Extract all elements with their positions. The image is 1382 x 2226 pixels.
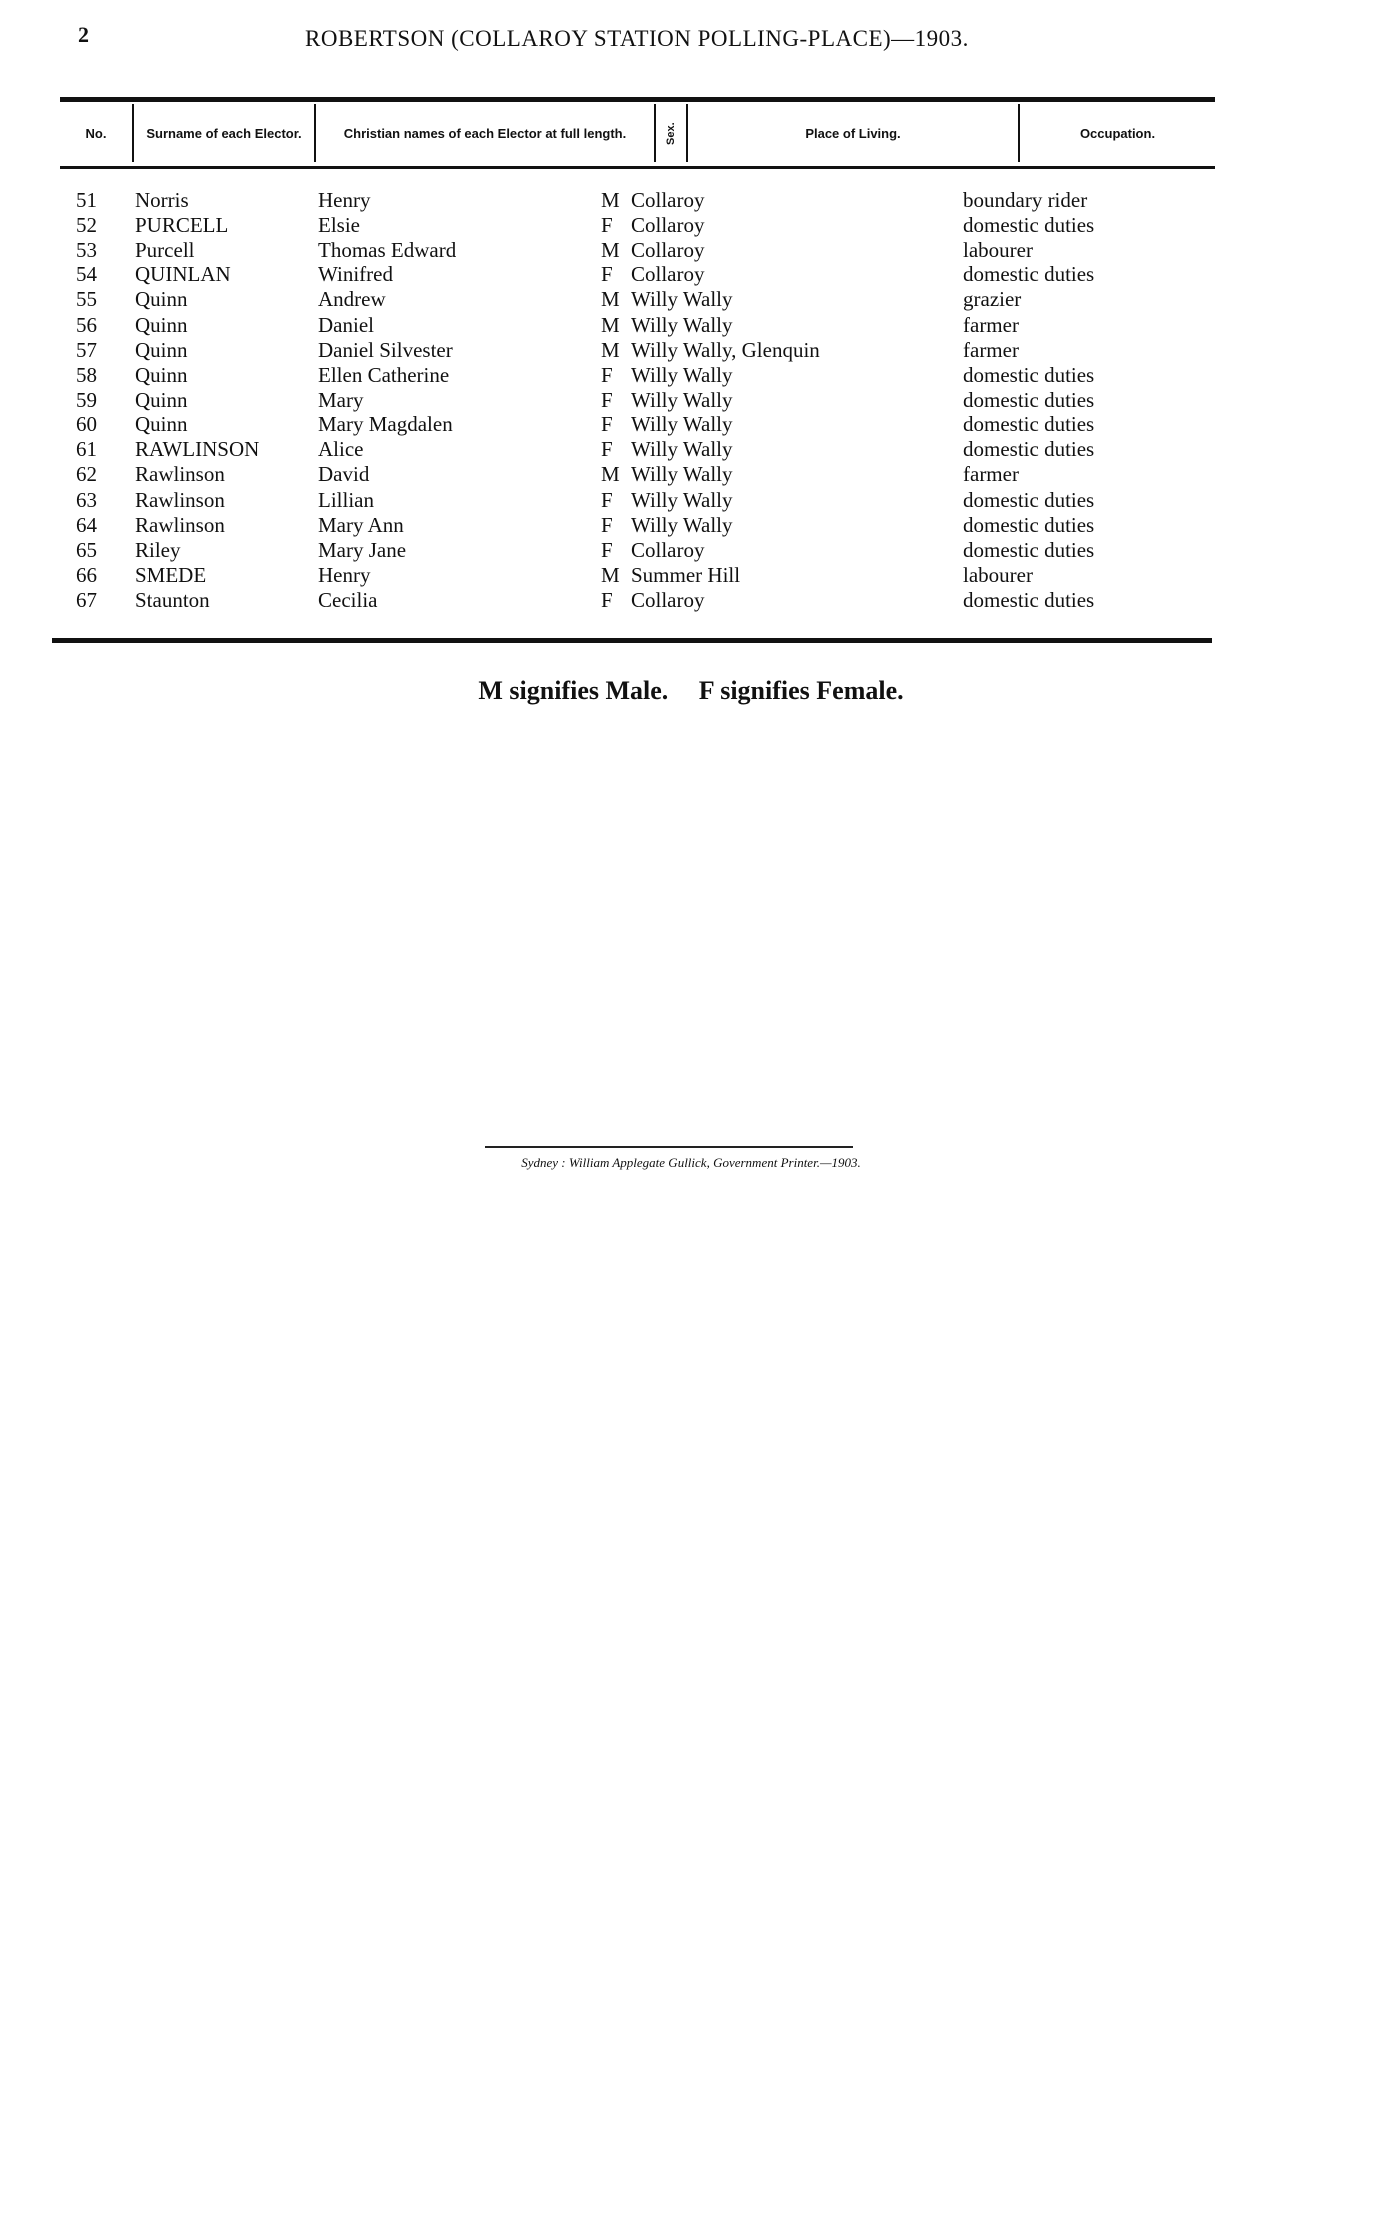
elector-occupation: domestic duties xyxy=(963,487,1095,512)
table-row xyxy=(0,488,1382,513)
elector-occupation: domestic duties xyxy=(963,512,1095,537)
elector-sex: F xyxy=(601,487,613,512)
elector-place-of-living: Collaroy xyxy=(631,262,705,287)
elector-sex: M xyxy=(601,312,620,337)
header-sex: Sex. xyxy=(665,122,677,146)
elector-occupation: domestic duties xyxy=(963,538,1095,562)
elector-surname: Riley xyxy=(135,538,181,562)
elector-christian-names: Elsie xyxy=(318,213,360,238)
elector-surname: Rawlinson xyxy=(135,512,225,537)
elector-surname: Quinn xyxy=(135,312,188,337)
header-surname: Surname of each Elector. xyxy=(146,126,302,141)
elector-number: 53 xyxy=(76,238,97,263)
elector-place-of-living: Collaroy xyxy=(631,213,705,238)
elector-number: 59 xyxy=(76,388,97,413)
elector-occupation: labourer xyxy=(963,563,1033,588)
elector-number: 62 xyxy=(76,462,97,487)
elector-christian-names: Thomas Edward xyxy=(318,238,457,263)
legend-female: F signifies Female. xyxy=(698,676,904,705)
table-row xyxy=(0,338,1382,363)
elector-number: 56 xyxy=(76,312,97,337)
elector-sex: F xyxy=(601,588,613,613)
elector-sex: M xyxy=(601,563,620,588)
elector-surname: SMEDE xyxy=(135,563,207,588)
elector-occupation: grazier xyxy=(963,287,1022,312)
table-row xyxy=(0,437,1382,462)
table-row xyxy=(0,513,1382,538)
elector-number: 61 xyxy=(76,437,97,462)
elector-sex: F xyxy=(601,437,613,462)
elector-christian-names: Andrew xyxy=(318,287,386,312)
header-occupation: Occupation. xyxy=(1079,126,1156,141)
elector-occupation: domestic duties xyxy=(963,412,1095,436)
elector-number: 66 xyxy=(76,563,97,588)
table-header xyxy=(60,102,1215,166)
elector-occupation: domestic duties xyxy=(963,213,1095,238)
elector-surname: Purcell xyxy=(135,238,195,263)
elector-number: 58 xyxy=(76,363,97,387)
header-no: No. xyxy=(85,126,107,141)
elector-surname: Quinn xyxy=(135,337,188,362)
header-place-of-living: Place of Living. xyxy=(805,126,901,141)
elector-surname: Rawlinson xyxy=(135,462,225,487)
elector-surname: Quinn xyxy=(135,388,188,413)
elector-place-of-living: Willy Wally xyxy=(631,388,733,413)
elector-christian-names: Mary xyxy=(318,388,364,413)
elector-place-of-living: Willy Wally xyxy=(631,312,733,337)
page-title: ROBERTSON (COLLAROY STATION POLLING-PLACE)—1903. xyxy=(305,26,969,51)
table-row xyxy=(0,287,1382,312)
elector-surname: Rawlinson xyxy=(135,487,225,512)
table-row xyxy=(0,563,1382,588)
elector-place-of-living: Willy Wally, Glenquin xyxy=(631,337,820,362)
table-bottom-rule xyxy=(52,638,1212,643)
elector-place-of-living: Willy Wally xyxy=(631,363,733,387)
elector-christian-names: Ellen Catherine xyxy=(318,363,450,387)
elector-place-of-living: Willy Wally xyxy=(631,287,733,312)
elector-surname: Staunton xyxy=(135,588,210,613)
elector-surname: RAWLINSON xyxy=(135,437,260,462)
elector-number: 57 xyxy=(76,337,97,362)
elector-christian-names: Daniel xyxy=(318,312,374,337)
elector-sex: M xyxy=(601,238,620,263)
legend-male: M signifies Male. xyxy=(478,676,669,705)
elector-surname: Quinn xyxy=(135,363,188,387)
elector-sex: F xyxy=(601,538,613,562)
elector-christian-names: Henry xyxy=(318,188,371,212)
elector-sex: M xyxy=(601,462,620,487)
table-row xyxy=(0,262,1382,287)
elector-place-of-living: Collaroy xyxy=(631,538,705,562)
elector-surname: Quinn xyxy=(135,287,188,312)
elector-number: 67 xyxy=(76,588,97,613)
elector-christian-names: Henry xyxy=(318,563,371,588)
table-header-rule xyxy=(60,166,1215,169)
elector-surname: Quinn xyxy=(135,412,188,436)
elector-number: 54 xyxy=(76,262,97,287)
elector-christian-names: Cecilia xyxy=(318,588,378,613)
elector-christian-names: Mary Magdalen xyxy=(318,412,453,436)
printer-rule xyxy=(485,1146,853,1148)
elector-christian-names: Lillian xyxy=(318,487,374,512)
table-row xyxy=(0,412,1382,437)
table-row xyxy=(0,462,1382,487)
elector-christian-names: Mary Jane xyxy=(318,538,407,562)
elector-occupation: farmer xyxy=(963,462,1019,487)
elector-sex: F xyxy=(601,412,613,436)
elector-occupation: farmer xyxy=(963,312,1019,337)
elector-number: 60 xyxy=(76,412,97,436)
elector-surname: PURCELL xyxy=(135,213,229,238)
elector-christian-names: Alice xyxy=(318,437,364,462)
elector-place-of-living: Collaroy xyxy=(631,188,705,212)
page-number: 2 xyxy=(78,22,89,47)
elector-christian-names: Winifred xyxy=(318,262,393,287)
elector-number: 64 xyxy=(76,512,97,537)
elector-surname: QUINLAN xyxy=(135,262,231,287)
table-row xyxy=(0,188,1382,213)
elector-number: 65 xyxy=(76,538,97,562)
elector-sex: F xyxy=(601,213,613,238)
elector-surname: Norris xyxy=(135,188,189,212)
elector-place-of-living: Willy Wally xyxy=(631,512,733,537)
elector-occupation: farmer xyxy=(963,337,1019,362)
elector-number: 55 xyxy=(76,287,97,312)
elector-number: 51 xyxy=(76,188,97,212)
elector-place-of-living: Summer Hill xyxy=(631,563,741,588)
elector-sex: F xyxy=(601,388,613,413)
elector-place-of-living: Collaroy xyxy=(631,238,705,263)
elector-sex: M xyxy=(601,337,620,362)
elector-place-of-living: Willy Wally xyxy=(631,437,733,462)
elector-sex: F xyxy=(601,512,613,537)
elector-occupation: domestic duties xyxy=(963,588,1095,613)
elector-place-of-living: Willy Wally xyxy=(631,412,733,436)
sex-legend xyxy=(0,676,1382,706)
table-row xyxy=(0,313,1382,338)
elector-sex: F xyxy=(601,262,613,287)
table-row xyxy=(0,213,1382,238)
elector-sex: F xyxy=(601,363,613,387)
elector-occupation: labourer xyxy=(963,238,1033,263)
elector-place-of-living: Collaroy xyxy=(631,588,705,613)
elector-christian-names: Mary Ann xyxy=(318,512,404,537)
table-row xyxy=(0,388,1382,413)
elector-christian-names: Daniel Silvester xyxy=(318,337,453,362)
elector-number: 63 xyxy=(76,487,97,512)
table-row xyxy=(0,363,1382,388)
printer-imprint: Sydney : William Applegate Gullick, Government Printer.—1903. xyxy=(521,1155,861,1170)
elector-christian-names: David xyxy=(318,462,370,487)
elector-occupation: domestic duties xyxy=(963,388,1095,413)
table-row xyxy=(0,538,1382,563)
elector-place-of-living: Willy Wally xyxy=(631,462,733,487)
header-christian-names: Christian names of each Elector at full length. xyxy=(343,126,627,141)
elector-occupation: domestic duties xyxy=(963,262,1095,287)
elector-sex: M xyxy=(601,188,620,212)
elector-place-of-living: Willy Wally xyxy=(631,487,733,512)
elector-occupation: domestic duties xyxy=(963,437,1095,462)
elector-number: 52 xyxy=(76,213,97,238)
table-row xyxy=(0,588,1382,613)
elector-occupation: domestic duties xyxy=(963,363,1095,387)
elector-sex: M xyxy=(601,287,620,312)
elector-occupation: boundary rider xyxy=(963,188,1088,212)
table-row xyxy=(0,238,1382,263)
